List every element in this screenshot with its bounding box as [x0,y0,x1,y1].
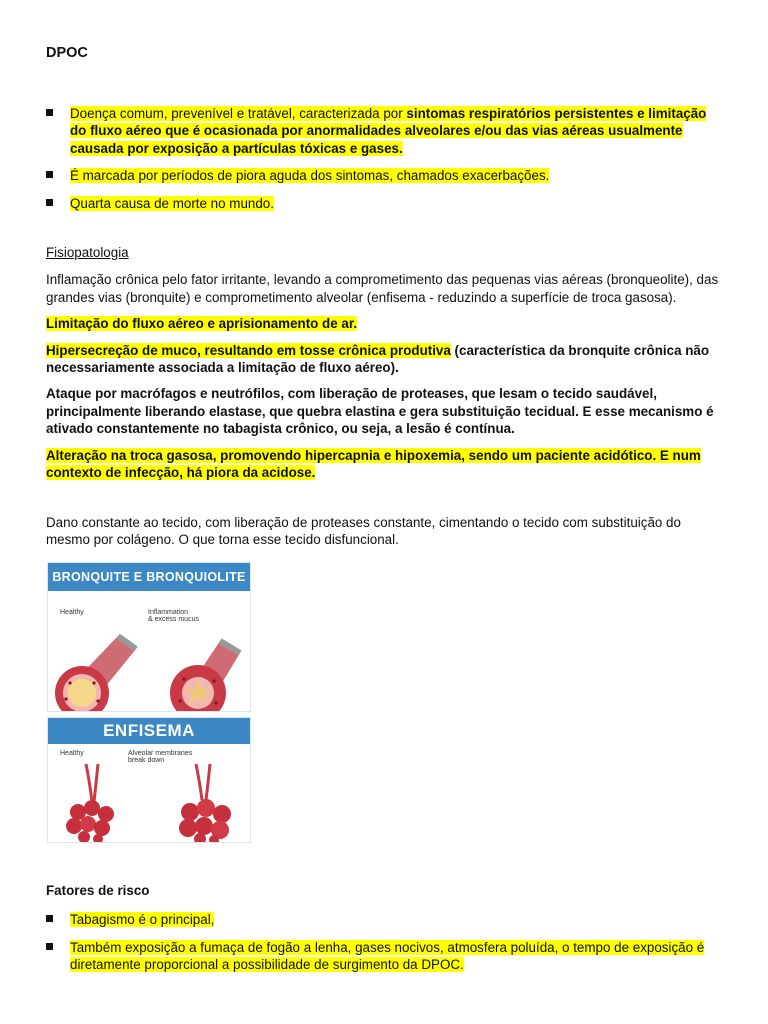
risk-factors-section [46,882,726,984]
inflammation-caption [148,609,199,624]
healthy-bronchus-icon [55,636,136,711]
caption-line: & excess mucus [148,616,199,624]
paragraph-highlight [46,315,726,332]
document-page [46,44,726,557]
bullet-text: Doença comum, prevenível e tratável, caracterizada por [70,105,407,121]
risk-bullet-list [46,911,726,973]
list-item [46,911,726,928]
caption-line: Alveolar membranes [128,750,193,757]
bullet-square-icon [46,171,53,178]
intro-bullet-list [46,105,726,212]
enfisema-panel [47,717,251,843]
section-heading-fisiopatologia: Fisiopatologia [46,244,129,260]
document-title: DPOC [46,45,88,61]
enfisema-panel-title: ENFISEMA [48,718,250,744]
healthy-caption: Healthy [60,609,84,616]
list-item [46,939,726,974]
bullet-square-icon [46,199,53,206]
paragraph [46,342,726,377]
pathology-figure [47,562,251,843]
alveolar-caption [128,750,192,765]
paragraph: Ataque por macrófagos e neutrófilos, com liberação de proteases, que lesam o tecido saudável, principalmente liberando elastase, que quebra elastina e gera substituição tecidual. E esse mecanismo é ativado constantemente no tabagista crônico, ou seja, a lesão é contínua. [46,386,714,437]
paragraph: Dano constante ao tecido, com liberação de proteases constante, cimentando o tecido com substituição do mesmo por colágeno. O que torna esse tecido disfuncional. [46,514,681,548]
list-item [46,167,726,184]
list-item [46,195,726,212]
caption-line: break down [128,757,165,765]
inflamed-bronchus-icon [170,641,240,711]
paragraph: Inflamação crônica pelo fator irritante, levando a comprometimento das pequenas vias aéreas (bronqueolite), das grandes vias (bronquite) e comprometimento alveolar (enfisema - reduzindo a superfície de troca gasosa). [46,272,719,305]
bronquite-panel-title: BRONQUITE E BRONQUIOLITE [48,563,250,591]
bullet-bold-text: sintomas respiratórios persistentes e limitação do fluxo aéreo que é ocasionada por anormalidades alveolares e/ou das vias aéreas usualmente causada por exposição a partículas tóxicas e gases. [70,105,707,156]
bullet-text: Quarta causa de morte no mundo. [70,195,274,211]
bullet-square-icon [46,109,53,116]
list-item [46,105,726,157]
bullet-square-icon [46,915,53,922]
healthy-alveoli-icon [66,764,114,842]
bullet-text: Também exposição a fumaça de fogão a lenha, gases nocivos, atmosfera poluída, o tempo de exposição é diretamente proporcional a possibilidade de surgimento da DPOC. [70,939,705,973]
paragraph-highlight [46,447,726,482]
healthy-caption: Healthy [60,750,84,757]
bullet-text: É marcada por períodos de piora aguda dos sintomas, chamados exacerbações. [70,168,550,184]
highlighted-text: Alteração na troca gasosa, promovendo hipercapnia e hipoxemia, sendo um paciente acidótico. E num contexto de infecção, há piora da acidose. [46,447,701,481]
caption-line: Inflammation [148,609,189,616]
bullet-square-icon [46,943,53,950]
bullet-text: Tabagismo é o principal, [70,912,215,928]
highlighted-text: Hipersecreção de muco, resultando em tosse crônica produtiva [46,342,451,358]
bronquite-panel [47,562,251,712]
section-heading-fatores: Fatores de risco [46,883,150,898]
paragraph-text: (característica da bronquite crônica não necessariamente associada a limitação de fluxo aéreo). [46,342,710,376]
damaged-alveoli-icon [179,764,231,842]
highlighted-text: Limitação do fluxo aéreo e aprisionamento de ar. [46,316,358,332]
